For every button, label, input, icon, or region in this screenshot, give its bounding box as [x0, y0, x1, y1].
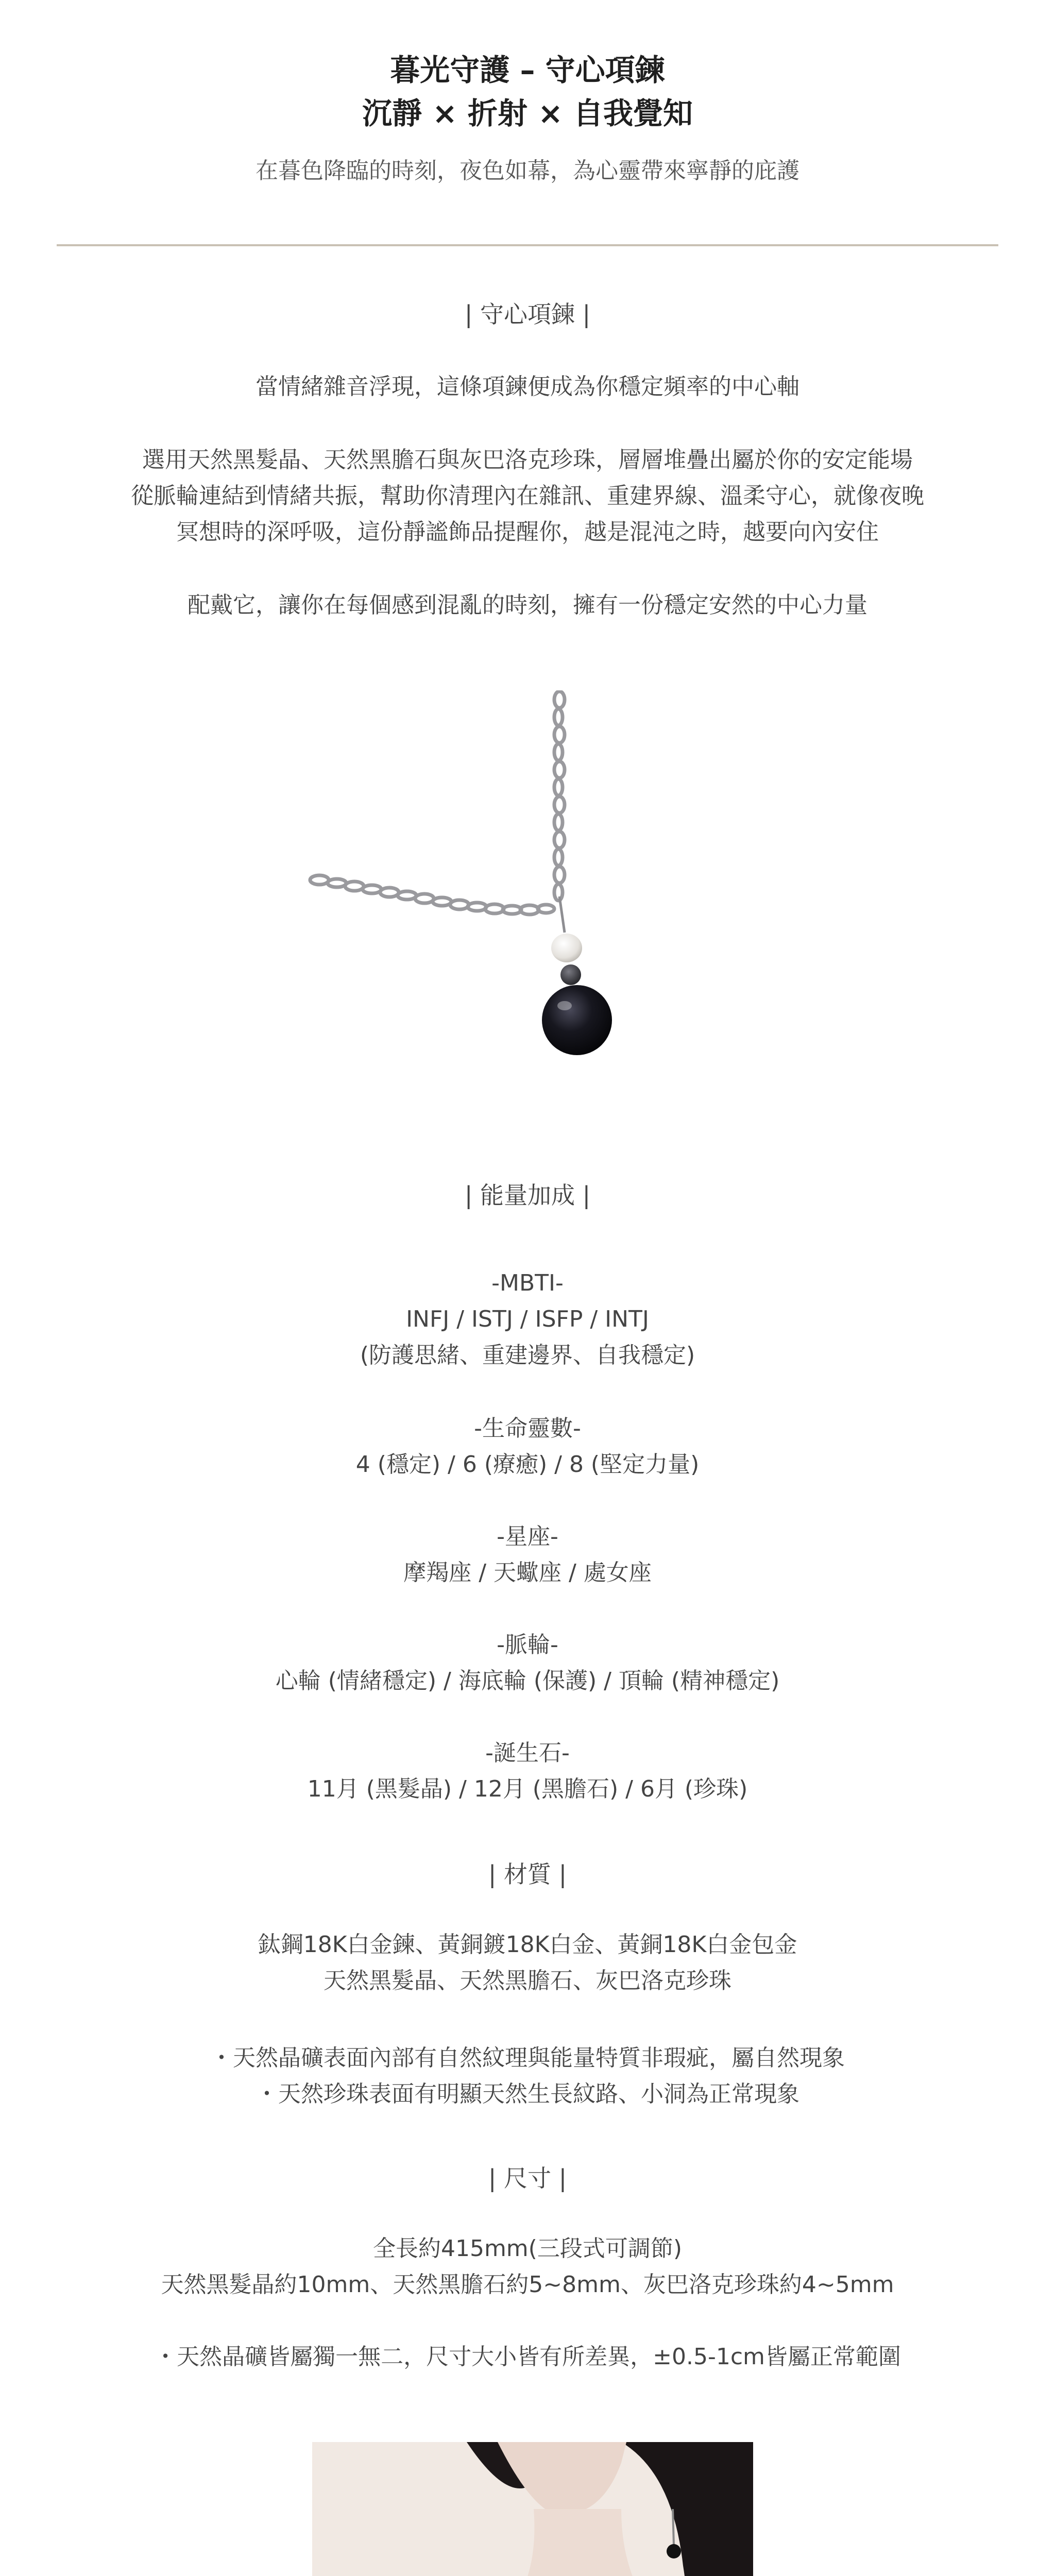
energy-value: 11月 (黑髮晶) / 12月 (黑膽石) / 6月 (珍珠): [307, 1776, 748, 1802]
section-heading-necklace: | 守心項鍊 |: [464, 300, 591, 328]
energy-label: -脈輪-: [497, 1632, 558, 1658]
material-note: ・天然晶礦表面內部有自然紋理與能量特質非瑕疵，屬自然現象: [210, 2045, 845, 2071]
size-list: [0, 2231, 1055, 2303]
energy-mbti: [0, 1265, 1055, 1374]
energy-value: 4 (穩定) / 6 (療癒) / 8 (堅定力量): [355, 1451, 700, 1478]
energy-zodiac: [0, 1519, 1055, 1591]
intro-line: 選用天然黑髮晶、天然黑膽石與灰巴洛克珍珠，層層堆疊出屬於你的安定能場: [142, 447, 913, 473]
energy-label: -星座-: [497, 1523, 558, 1550]
intro-paragraph-2: [0, 442, 1055, 550]
page-title: 暮光守護 – 守心項鍊: [390, 53, 665, 88]
section-heading-energy: | 能量加成 |: [464, 1181, 591, 1209]
page-subtitle: 沉靜 × 折射 × 自我覺知: [362, 96, 693, 131]
section-heading-material: | 材質 |: [488, 1860, 567, 1888]
energy-birthstone: [0, 1735, 1055, 1807]
intro-paragraph-3: 配戴它，讓你在每個感到混亂的時刻，擁有一份穩定安然的中心力量: [188, 592, 867, 618]
energy-label: -誕生石-: [485, 1740, 570, 1766]
material-line: 鈦鋼18K白金鍊、黃銅鍍18K白金、黃銅18K白金包金: [258, 1931, 797, 1958]
size-line: 天然黑髮晶約10mm、天然黑膽石約5~8mm、灰巴洛克珍珠約4~5mm: [161, 2272, 894, 2298]
energy-chakra: [0, 1627, 1055, 1699]
header-divider: [57, 244, 998, 246]
material-line: 天然黑髮晶、天然黑膽石、灰巴洛克珍珠: [324, 1968, 731, 1994]
material-list: [0, 1927, 1055, 1999]
material-note: ・天然珍珠表面有明顯天然生長紋路、小洞為正常現象: [256, 2081, 799, 2107]
energy-value: 心輪 (情緒穩定) / 海底輪 (保護) / 頂輪 (精神穩定): [275, 1668, 780, 1694]
size-line: 全長約415mm(三段式可調節): [372, 2235, 683, 2262]
material-notes: [0, 2040, 1055, 2112]
energy-value: INFJ / ISTJ / ISFP / INTJ: [406, 1306, 649, 1332]
intro-line: 從脈輪連結到情緒共振，幫助你清理內在雜訊、重建界線、溫柔守心，就像夜晚: [131, 483, 924, 509]
model-photo-1: [312, 2442, 753, 2576]
size-note: ・天然晶礦皆屬獨一無二，尺寸大小皆有所差異，±0.5-1cm皆屬正常範圍: [154, 2344, 901, 2370]
energy-value: (防護思緒、重建邊界、自我穩定): [360, 1342, 695, 1368]
necklace-product-image: [288, 690, 659, 1123]
energy-life-number: [0, 1411, 1055, 1483]
tagline: 在暮色降臨的時刻，夜色如幕，為心靈帶來寧靜的庇護: [256, 158, 799, 184]
section-heading-size: | 尺寸 |: [488, 2164, 567, 2192]
intro-line: 冥想時的深呼吸，這份靜謐飾品提醒你，越是混沌之時，越要向內安住: [176, 519, 879, 545]
intro-paragraph-1: 當情緒雜音浮現，這條項鍊便成為你穩定頻率的中心軸: [256, 374, 799, 400]
energy-label: -生命靈數-: [474, 1415, 581, 1442]
energy-label: -MBTI-: [491, 1270, 564, 1296]
energy-value: 摩羯座 / 天蠍座 / 處女座: [403, 1560, 652, 1586]
